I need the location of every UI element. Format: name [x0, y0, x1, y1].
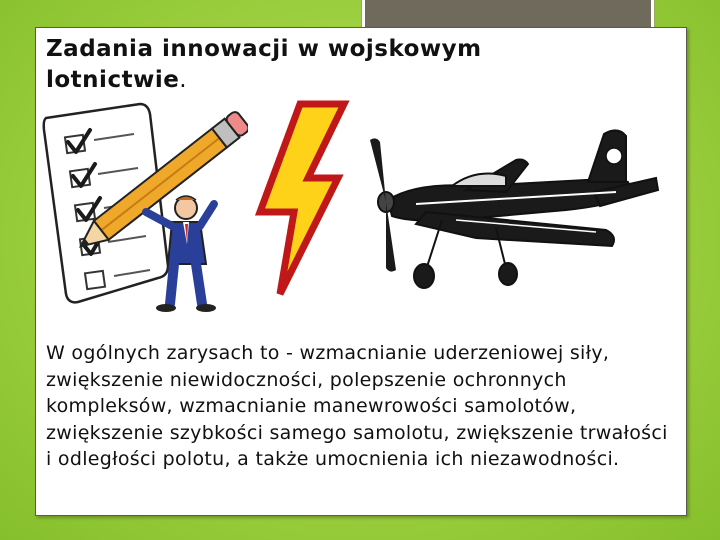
airplane-icon: [356, 120, 666, 290]
checklist-pencil-man-icon: [38, 96, 248, 318]
slide-title-text: Zadania innowacji w wojskowym lotnictwie: [46, 36, 482, 93]
slide-title-suffix: .: [179, 67, 188, 93]
lightning-bolt-icon: [246, 100, 356, 300]
slide-body-text: W ogólnych zarysach to - wzmacnianie uderzeniowej siły, zwiększenie niewidoczności, polepszenie ochronnych kompleksów, wzmacnianie manewrowości samolotów, zwiększenie szybkości samego samolotu, zwiększenie trwałości i odległości polotu, a także umocnienia ich niezawodności.: [46, 342, 668, 470]
slide-content-card: [35, 27, 687, 516]
slide-title: [46, 34, 606, 96]
